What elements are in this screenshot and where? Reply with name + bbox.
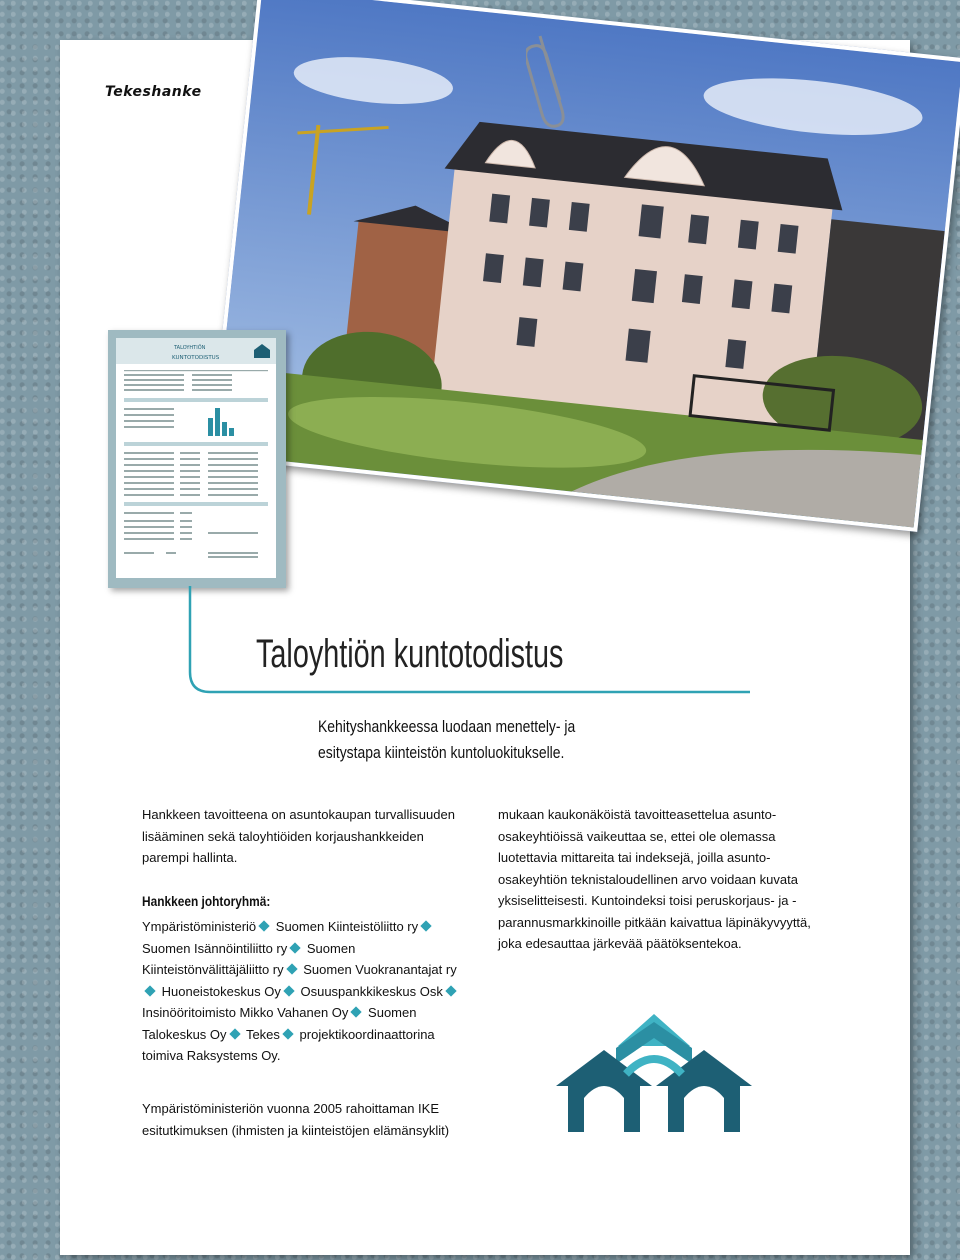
member-item: Insinööritoimisto Mikko Vahanen Oy	[142, 1005, 349, 1020]
subtitle-line-2: esitystapa kiinteistön kuntoluokitukselle.	[318, 743, 565, 762]
steering-group-heading: Hankkeen johtoryhmä:	[142, 892, 271, 909]
running-header: Tekeshanke	[105, 84, 202, 100]
member-item: Suomen Talokeskus Oy	[142, 1005, 417, 1042]
member-item: Suomen Isännöintiliitto ry	[142, 940, 288, 956]
right-column-paragraph: mukaan kaukonäköistä tavoitteasettelua asunto-osakeyhtiöissä vaikeuttaa se, ettei ole olemassa luotettavia mittareita tai indeksejä, joilla asunto-osakeyhtiön teknistaloudellinen arvo voidaan kuvata yksiselitteisesti. Kuntoindeksi toisi peruskorjaus- ja -parannusmarkkinoille pitkään kaivattua läpinäkyvyyttä, joka edesauttaa järkevää päätöksentekoa.	[498, 807, 811, 951]
house-logo-icon	[556, 1014, 752, 1134]
member-item: Ympäristöministeriö	[142, 919, 257, 934]
certificate-heading-1: TALOYHTIÖN	[174, 345, 206, 351]
steering-group-list	[142, 916, 464, 1067]
member-item: Suomen Kiinteistöliitto ry	[275, 919, 419, 934]
bullet-diamond-icon	[258, 920, 269, 931]
certificate-thumbnail	[108, 330, 286, 588]
bullet-diamond-icon	[420, 920, 431, 931]
member-item: Suomen Vuokranantajat ry	[303, 962, 457, 977]
member-item: Huoneistokeskus Oy	[161, 983, 281, 999]
article-title: Taloyhtiön kuntotodistus	[256, 632, 564, 676]
right-column	[498, 804, 820, 955]
bullet-diamond-icon	[282, 1028, 293, 1039]
paperclip-icon	[526, 30, 576, 130]
member-item: Tekes	[245, 1026, 280, 1042]
building-photo	[209, 0, 960, 532]
bullet-diamond-icon	[445, 985, 456, 996]
intro-paragraph: Hankkeen tavoitteena on asuntokaupan turvallisuuden lisääminen sekä taloyhtiöiden korjaushankkeiden parempi hallinta.	[142, 807, 455, 865]
bullet-diamond-icon	[229, 1028, 240, 1039]
article-subtitle	[318, 714, 738, 766]
bullet-diamond-icon	[283, 985, 294, 996]
bullet-diamond-icon	[144, 985, 155, 996]
member-item: Suomen Kiinteistönvälittäjäliitto ry	[142, 940, 356, 977]
bullet-diamond-icon	[351, 1006, 362, 1017]
left-column	[142, 804, 464, 1067]
subtitle-line-1: Kehityshankkeessa luodaan menettely- ja	[318, 717, 576, 736]
member-item: projektikoordinaattorina toimiva Raksystems Oy.	[142, 1026, 435, 1063]
closing-paragraph: Ympäristöministeriön vuonna 2005 rahoittaman IKE esitutkimuksen (ihmisten ja kiinteistöjen elämänsyklit)	[142, 1101, 450, 1138]
member-item: Osuuspankkikeskus Osk	[300, 983, 443, 999]
bullet-diamond-icon	[290, 942, 301, 953]
bullet-diamond-icon	[286, 963, 297, 974]
certificate-heading-2: KUNTOTODISTUS	[172, 355, 220, 361]
